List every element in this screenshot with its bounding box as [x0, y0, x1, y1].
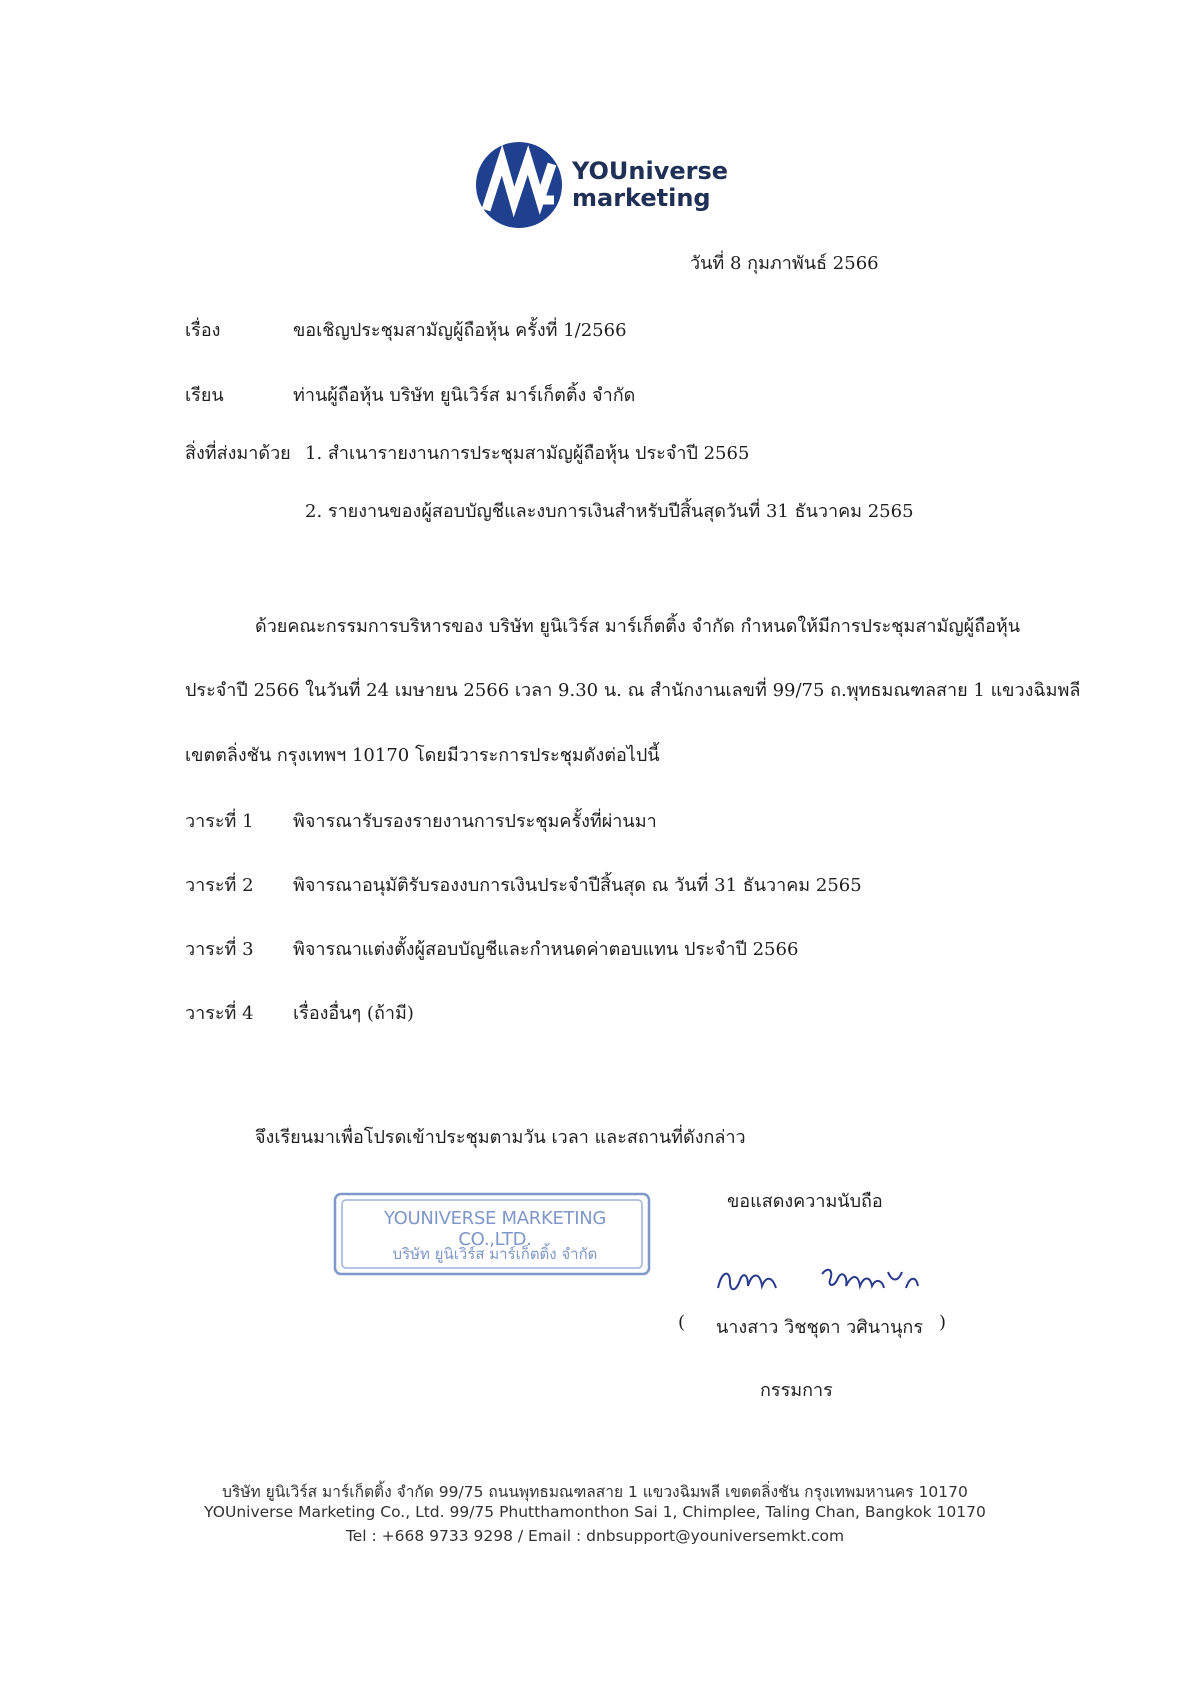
footer-address-en: YOUniverse Marketing Co., Ltd. 99/75 Phutthamonthon Sai 1, Chimplee, Taling Chan, Bangkok 10170	[204, 1503, 986, 1521]
subject-text: ขอเชิญประชุมสามัญผู้ถือหุ้น ครั้งที่ 1/2566	[293, 320, 627, 341]
agenda-label-1: วาระที่ 1	[185, 811, 254, 832]
body-line-1: ด้วยคณะกรรมการบริหารของ บริษัท ยูนิเวิร์ส มาร์เก็ตติ้ง จำกัด กำหนดให้มีการประชุมสามัญผู้ถือหุ้น	[255, 616, 1021, 637]
signer-open-paren: (	[678, 1312, 686, 1333]
footer-address-th: บริษัท ยูนิเวิร์ส มาร์เก็ตติ้ง จำกัด 99/75 ถนนพุทธมณฑลสาย 1 แขวงฉิมพลี เขตตลิ่งชัน กรุงเทพมหานคร 10170	[222, 1483, 968, 1501]
logo-line-1: YOUniverse	[572, 157, 729, 185]
logo-wordmark	[572, 158, 728, 212]
agenda-text-1: พิจารณารับรองรายงานการประชุมครั้งที่ผ่านมา	[293, 811, 657, 832]
signer-title: กรรมการ	[760, 1380, 833, 1401]
handwritten-signature	[712, 1252, 932, 1302]
recipient-label: เรียน	[185, 385, 224, 406]
company-logo	[474, 140, 744, 236]
body-line-3: เขตตลิ่งชัน กรุงเทพฯ 10170 โดยมีวาระการประชุมดังต่อไปนี้	[185, 745, 660, 766]
logo-line-2: marketing	[572, 184, 711, 212]
enclosures-label: สิ่งที่ส่งมาด้วย	[185, 443, 291, 464]
signer-close-paren: )	[939, 1312, 947, 1333]
agenda-label-3: วาระที่ 3	[185, 939, 254, 960]
enclosure-item-2: 2. รายงานของผู้สอบบัญชีและงบการเงินสำหรับปีสิ้นสุดวันที่ 31 ธันวาคม 2565	[305, 501, 914, 522]
enclosure-item-1: 1. สำเนารายงานการประชุมสามัญผู้ถือหุ้น ประจำปี 2565	[305, 443, 750, 464]
agenda-label-2: วาระที่ 2	[185, 875, 254, 896]
regards-text: ขอแสดงความนับถือ	[727, 1191, 883, 1212]
recipient-text: ท่านผู้ถือหุ้น บริษัท ยูนิเวิร์ส มาร์เก็ตติ้ง จำกัด	[293, 385, 636, 406]
stamp-company-en: YOUNIVERSE MARKETING CO.,LTD.	[383, 1208, 607, 1250]
body-line-2: ประจำปี 2566 ในวันที่ 24 เมษายน 2566 เวลา 9.30 น. ณ สำนักงานเลขที่ 99/75 ถ.พุทธมณฑลสาย 1 แขวงฉิมพลี	[185, 680, 1081, 701]
signer-name: นางสาว วิชชุดา วศินานุกร	[716, 1317, 923, 1338]
agenda-text-3: พิจารณาแต่งตั้งผู้สอบบัญชีและกำหนดค่าตอบแทน ประจำปี 2566	[293, 939, 799, 960]
stamp-company-th: บริษัท ยูนิเวิร์ส มาร์เก็ตติ้ง จำกัด	[392, 1245, 598, 1263]
agenda-text-4: เรื่องอื่นๆ (ถ้ามี)	[293, 1003, 414, 1024]
agenda-text-2: พิจารณาอนุมัติรับรองงบการเงินประจำปีสิ้นสุด ณ วันที่ 31 ธันวาคม 2565	[293, 875, 862, 896]
subject-label: เรื่อง	[185, 320, 221, 341]
footer-contact: Tel : +668 9733 9298 / Email : dnbsupport@youniversemkt.com	[345, 1527, 845, 1545]
company-stamp	[333, 1190, 653, 1280]
youniverse-logo-icon	[474, 140, 564, 230]
letter-date: วันที่ 8 กุมภาพันธ์ 2566	[690, 253, 879, 274]
agenda-label-4: วาระที่ 4	[185, 1003, 254, 1024]
closing-text: จึงเรียนมาเพื่อโปรดเข้าประชุมตามวัน เวลา และสถานที่ดังกล่าว	[255, 1127, 746, 1148]
